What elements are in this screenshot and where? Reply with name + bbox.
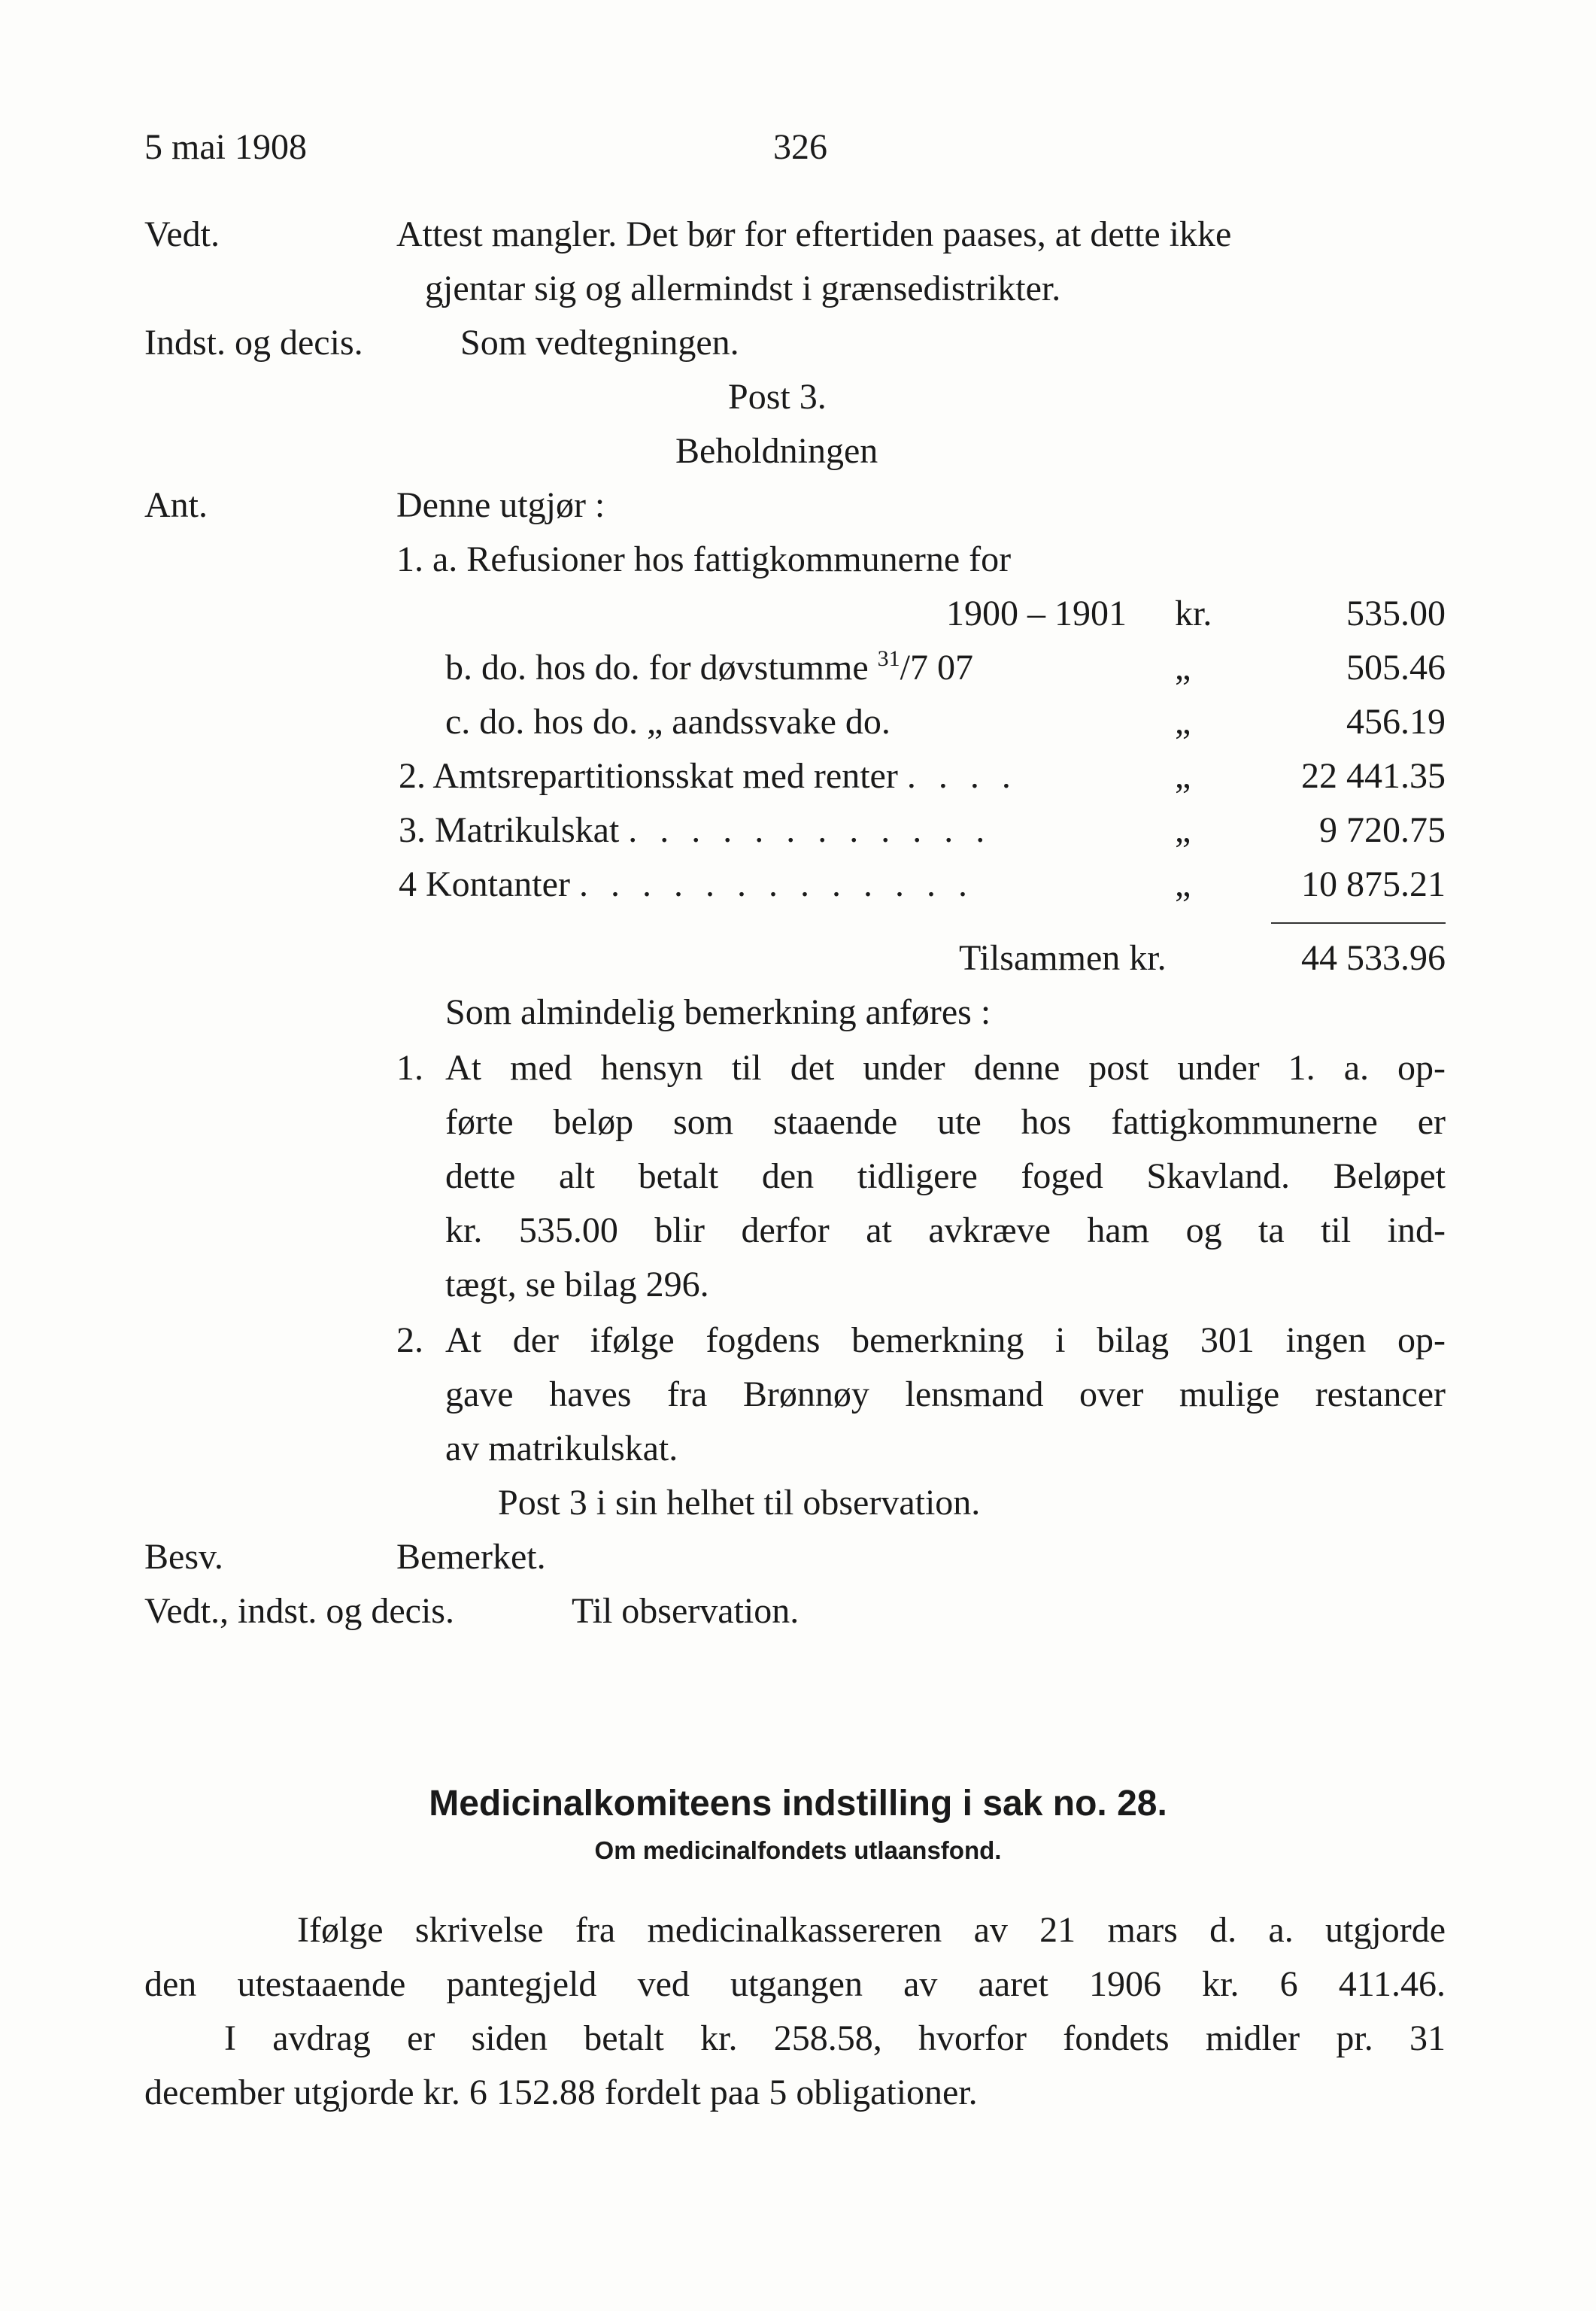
date-superscript: 31 bbox=[877, 646, 900, 671]
besv-label: Besv. bbox=[144, 1537, 223, 1577]
ledger-amount-6: 10 875.21 bbox=[1301, 864, 1446, 904]
vedt-line-2: gjentar sig og allermindst i grænsedistrikter. bbox=[425, 269, 1061, 308]
besv-text: Bemerket. bbox=[396, 1537, 546, 1577]
ledger-amount-3: 456.19 bbox=[1346, 702, 1446, 742]
section-heading: Medicinalkomiteens indstilling i sak no. 28. bbox=[429, 1784, 1167, 1824]
ledger-unit-5: „ bbox=[1175, 810, 1191, 850]
ledger-unit-3: „ bbox=[1175, 702, 1191, 742]
remark-1-line: tægt, se bilag 296. bbox=[445, 1265, 709, 1304]
indst-text: Som vedtegningen. bbox=[460, 323, 739, 363]
remark-1-line: dette alt betalt den tidligere foged Skavland. Beløpet bbox=[445, 1156, 1446, 1196]
post-conclusion: Post 3 i sin helhet til observation. bbox=[498, 1483, 981, 1523]
ledger-amount-2: 505.46 bbox=[1346, 648, 1446, 688]
ledger-unit-4: „ bbox=[1175, 756, 1191, 796]
ledger-item-3: 3. Matrikulskat . . . . . . . . . . . . bbox=[399, 810, 992, 850]
paragraph-2-line: I avdrag er siden betalt kr. 258.58, hvorfor fondets midler pr. 31 bbox=[224, 2018, 1446, 2058]
ledger-unit-1: kr. bbox=[1175, 594, 1212, 633]
total-label: Tilsammen kr. bbox=[959, 938, 1167, 978]
ledger-item-1b: b. do. hos do. for døvstumme $^{31}$/7 07 bbox=[445, 646, 973, 688]
ledger-item-2: 2. Amtsrepartitionsskat med renter . . . . bbox=[399, 756, 1018, 796]
total-amount: 44 533.96 bbox=[1301, 938, 1446, 978]
ledger-item-years: 1900 – 1901 bbox=[946, 594, 1127, 633]
paragraph-1-line: Ifølge skrivelse fra medicinalkassereren av 21 mars d. a. utgjorde bbox=[297, 1910, 1446, 1950]
remark-1-line: At med hensyn til det under denne post under 1. a. op- bbox=[445, 1048, 1446, 1088]
page-number: 326 bbox=[773, 127, 827, 167]
ledger-item-4: 4 Kontanter . . . . . . . . . . . . . bbox=[399, 864, 974, 904]
remark-2-line: gave haves fra Brønnøy lensmand over mulige restancer bbox=[445, 1374, 1446, 1414]
final-label: Vedt., indst. og decis. bbox=[144, 1591, 454, 1631]
ledger-amount-5: 9 720.75 bbox=[1319, 810, 1446, 850]
ledger-amount-1: 535.00 bbox=[1346, 594, 1446, 633]
remark-2-line: av matrikulskat. bbox=[445, 1429, 678, 1468]
paragraph-2-line: december utgjorde kr. 6 152.88 fordelt paa 5 obligationer. bbox=[144, 2073, 978, 2112]
remark-1-line: førte beløp som staaende ute hos fattigkommunerne er bbox=[445, 1102, 1446, 1142]
ledger-item-1a: 1. a. Refusioner hos fattigkommunerne for bbox=[396, 539, 1012, 579]
leader-dots: . . . . . . . . . . . . bbox=[628, 810, 992, 850]
paragraph-1-line: den utestaaende pantegjeld ved utgangen av aaret 1906 kr. 6 411.46. bbox=[144, 1964, 1446, 2004]
page-date: 5 mai 1908 bbox=[144, 127, 307, 167]
vedt-label: Vedt. bbox=[144, 214, 220, 254]
ledger-unit-2: „ bbox=[1175, 648, 1191, 688]
ledger-item-1c: c. do. hos do. „ aandssvake do. bbox=[445, 702, 891, 742]
ant-label: Ant. bbox=[144, 485, 208, 525]
sum-rule bbox=[1271, 922, 1446, 924]
remark-2-line: At der ifølge fogdens bemerkning i bilag 301 ingen op- bbox=[445, 1320, 1446, 1360]
final-text: Til observation. bbox=[572, 1591, 800, 1631]
ant-intro: Denne utgjør : bbox=[396, 485, 605, 525]
indst-label: Indst. og decis. bbox=[144, 323, 363, 363]
ledger-amount-4: 22 441.35 bbox=[1301, 756, 1446, 796]
remark-1-line: kr. 535.00 blir derfor at avkræve ham og ta til ind- bbox=[445, 1210, 1446, 1250]
remark-2-number: 2. bbox=[396, 1320, 423, 1360]
section-subheading: Om medicinalfondets utlaansfond. bbox=[594, 1836, 1002, 1864]
leader-dots: . . . . . . . . . . . . . bbox=[578, 864, 974, 904]
post-subtitle: Beholdningen bbox=[675, 431, 878, 471]
leader-dots: . . . . bbox=[906, 756, 1018, 796]
ledger-unit-6: „ bbox=[1175, 864, 1191, 904]
post-title: Post 3. bbox=[728, 377, 827, 417]
remark-1-number: 1. bbox=[396, 1048, 423, 1088]
remark-intro: Som almindelig bemerkning anføres : bbox=[445, 992, 991, 1032]
vedt-line-1: Attest mangler. Det bør for eftertiden paases, at dette ikke bbox=[396, 214, 1232, 254]
